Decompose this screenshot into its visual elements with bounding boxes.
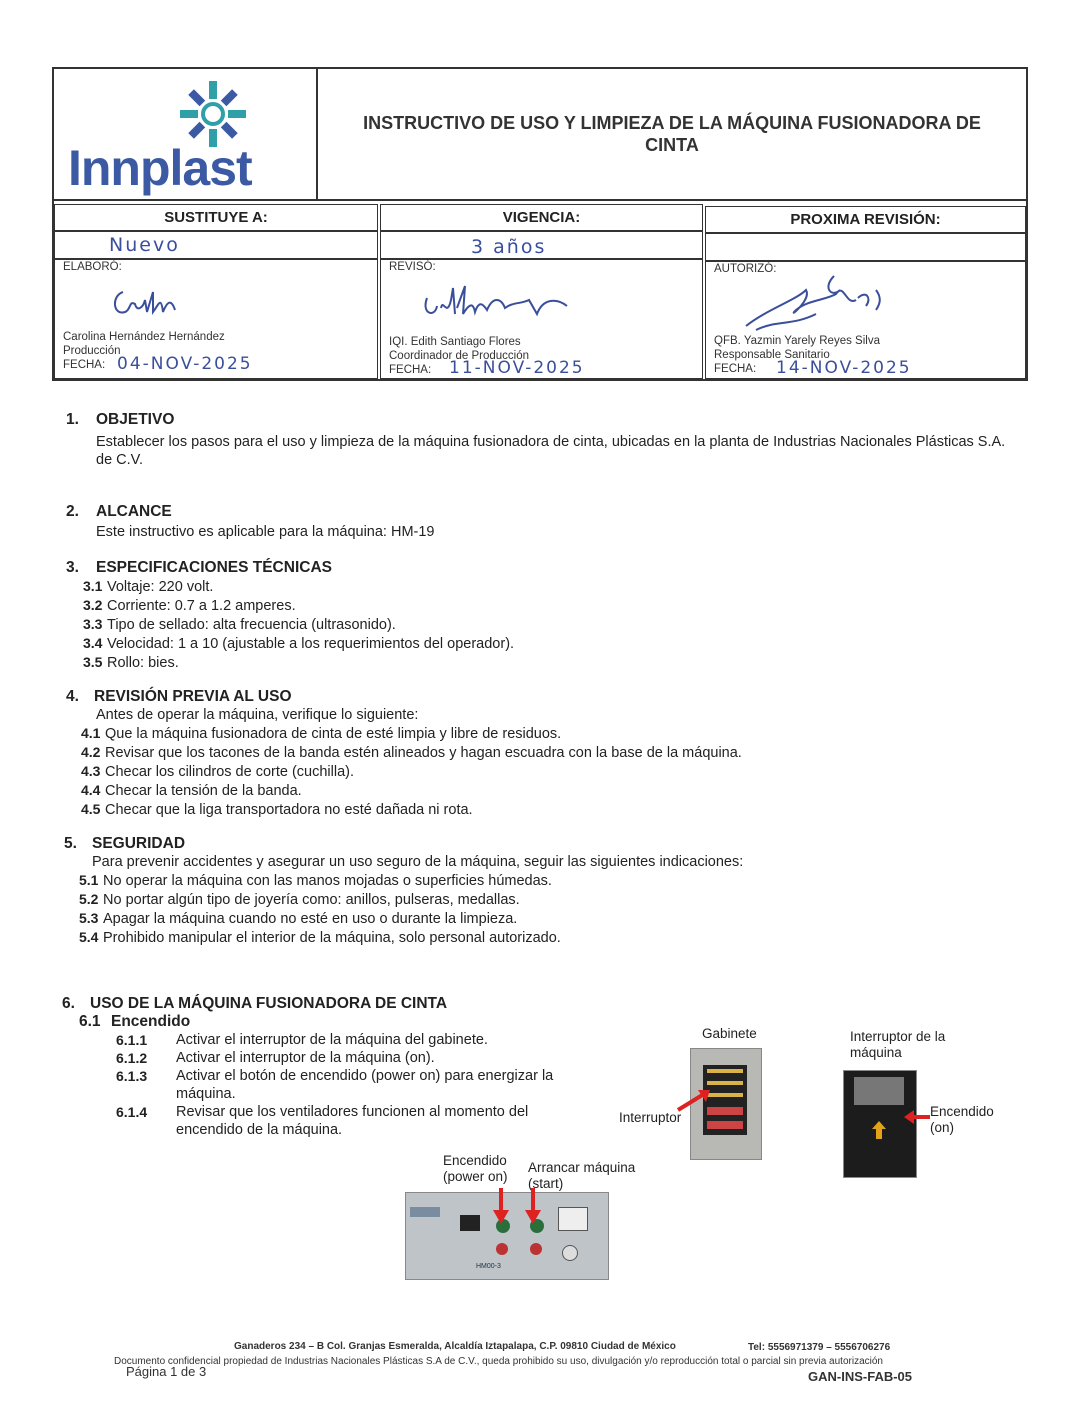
list-item: 4.2 Revisar que los tacones de la banda estén alineados y hagan escuadra con la base de la máquina. [81, 744, 742, 761]
title-cell [318, 69, 1026, 199]
section-text: Este instructivo es aplicable para la máquina: HM-19 [96, 524, 435, 540]
section-title: USO DE LA MÁQUINA FUSIONADORA DE CINTA [90, 995, 448, 1012]
red-arrow-icon [674, 1088, 714, 1114]
list-item: 3.4 Velocidad: 1 a 10 (ajustable a los requerimientos del operador). [83, 635, 515, 652]
list-item: 4.4 Checar la tensión de la banda. [81, 782, 302, 799]
section-title: OBJETIVO [96, 411, 175, 428]
red-arrow-icon [522, 1186, 544, 1226]
footer-confidential: Documento confidencial propiedad de Industrias Nacionales Plásticas S.A de C.V., queda prohibido su uso, divulgación y/o reproducción total o parcial sin previa autorización [114, 1356, 883, 1367]
logo-text: Innplast [68, 140, 252, 196]
logo-cell [54, 69, 318, 199]
document-code: GAN-INS-FAB-05 [808, 1369, 913, 1384]
reviso-fecha: 11-NOV-2025 [449, 358, 585, 378]
list-item: 6.1.2 Activar el interruptor de la máquina (on). [116, 1050, 435, 1066]
document-title: INSTRUCTIVO DE USO Y LIMPIEZA DE LA MÁQUINA FUSIONADORA DE CINTA [363, 113, 981, 155]
list-item: 6.1.1 Activar el interruptor de la máquina del gabinete. [116, 1032, 488, 1048]
autorizo-signature-icon [736, 270, 906, 340]
elaboro-fecha-label: FECHA: [63, 359, 106, 371]
proxima-value-cell [705, 233, 1026, 261]
list-item: 3.3 Tipo de sellado: alta frecuencia (ultrasonido). [83, 616, 396, 633]
interruptor-maquina-label: Interruptor de la máquina [850, 1029, 946, 1060]
section-objetivo [66, 411, 1006, 469]
interruptor-label: Interruptor [619, 1110, 682, 1125]
elaboro-label: ELABORÓ: [63, 261, 122, 273]
vigencia-value: 3 años [471, 236, 547, 258]
sustituye-header: SUSTITUYE A: [54, 204, 378, 231]
section-number: 6. [62, 995, 75, 1012]
list-item: 4.3 Checar los cilindros de corte (cuchilla). [81, 763, 355, 780]
autorizo-name: QFB. Yazmin Yarely Reyes Silva [714, 335, 880, 347]
sustituye-value: Nuevo [109, 234, 180, 256]
list-item: 5.2 No portar algún tipo de joyería como: anillos, pulseras, medallas. [79, 891, 520, 908]
elaboro-cell [54, 259, 378, 379]
vigencia-value-cell [380, 231, 703, 259]
section-number: 3. [66, 559, 79, 576]
section-text: Establecer los pasos para el uso y limpieza de la máquina fusionadora de cinta, ubicadas en la planta de Industrias Nacionales Plásticas S.A. de C.V. [96, 434, 1006, 468]
section-number: 2. [66, 503, 79, 520]
encendido-power-label: Encendido (power on) [443, 1153, 508, 1184]
reviso-signature-icon [417, 278, 587, 324]
vigencia-header: VIGENCIA: [380, 204, 703, 231]
panel-model-text: HM00-3 [476, 1263, 501, 1270]
reviso-name: IQI. Edith Santiago Flores [389, 336, 521, 348]
section-number: 5. [64, 835, 77, 852]
reviso-role: Coordinador de Producción [389, 350, 530, 362]
section-title: REVISIÓN PREVIA AL USO [94, 688, 292, 705]
section-title: ALCANCE [96, 503, 172, 520]
elaboro-role: Producción [63, 345, 121, 357]
document-header [52, 67, 1028, 201]
section-revision-previa [66, 688, 1026, 819]
approval-table [52, 201, 1028, 381]
section-title: ESPECIFICACIONES TÉCNICAS [96, 559, 332, 576]
list-item: 5.1 No operar la máquina con las manos mojadas o superficies húmedas. [79, 872, 552, 889]
reviso-label: REVISÓ: [389, 261, 436, 273]
section-number: 4. [66, 688, 79, 705]
section-uso-maquina [62, 995, 622, 1139]
autorizo-label: AUTORIZÓ: [714, 263, 777, 275]
section-number: 1. [66, 411, 79, 428]
section-title: SEGURIDAD [92, 835, 186, 852]
autorizo-fecha: 14-NOV-2025 [776, 358, 912, 378]
sustituye-value-cell [54, 231, 378, 259]
reviso-cell [380, 259, 703, 379]
list-item: 4.5 Checar que la liga transportadora no esté dañada ni rota. [81, 801, 473, 818]
list-item: 5.4 Prohibido manipular el interior de la máquina, solo personal autorizado. [79, 929, 561, 946]
red-arrow-icon [902, 1108, 932, 1126]
list-item: 6.1.3 Activar el botón de encendido (power on) para energizar la máquina. [116, 1068, 554, 1102]
section-intro: Antes de operar la máquina, verifique lo siguiente: [96, 707, 419, 723]
arrancar-label: Arrancar máquina (start) [528, 1160, 636, 1191]
footer-address: Ganaderos 234 – B Col. Granjas Esmeralda, Alcaldía Iztapalapa, C.P. 09810 Ciudad de México [234, 1341, 676, 1352]
subsection-title: Encendido [111, 1013, 191, 1030]
page-number: Página 1 de 3 [126, 1364, 207, 1379]
elaboro-signature-icon [109, 282, 189, 322]
red-arrow-icon [490, 1186, 512, 1226]
list-item: 3.5 Rollo: bies. [83, 654, 179, 671]
list-item: 5.3 Apagar la máquina cuando no esté en uso o durante la limpieza. [79, 910, 518, 927]
list-item: 6.1.4 Revisar que los ventiladores funcionen al momento del encendido de la máquina. [116, 1104, 529, 1138]
autorizo-fecha-label: FECHA: [714, 363, 757, 375]
subsection-number: 6.1 [79, 1013, 101, 1030]
autorizo-cell [705, 261, 1026, 379]
section-intro: Para prevenir accidentes y asegurar un uso seguro de la máquina, seguir las siguientes indicaciones: [92, 854, 744, 870]
proxima-revision-header: PROXIMA REVISIÓN: [705, 206, 1026, 233]
list-item: 4.1 Que la máquina fusionadora de cinta de esté limpia y libre de residuos. [81, 725, 562, 742]
reviso-fecha-label: FECHA: [389, 364, 432, 376]
gabinete-label: Gabinete [702, 1026, 757, 1041]
list-item: 3.2 Corriente: 0.7 a 1.2 amperes. [83, 597, 296, 614]
up-arrow-icon [872, 1121, 886, 1139]
autorizo-role: Responsable Sanitario [714, 349, 830, 361]
meter-gauge [558, 1207, 588, 1231]
footer-phone: Tel: 5556971379 – 5556706276 [748, 1342, 891, 1353]
section-seguridad [64, 835, 1024, 947]
elaboro-name: Carolina Hernández Hernández [63, 331, 225, 343]
section-alcance [66, 503, 1006, 541]
encendido-on-label: Encendido (on) [930, 1104, 994, 1135]
section-especificaciones [66, 559, 1006, 672]
elaboro-fecha: 04-NOV-2025 [117, 354, 253, 374]
list-item: 3.1 Voltaje: 220 volt. [83, 578, 214, 595]
